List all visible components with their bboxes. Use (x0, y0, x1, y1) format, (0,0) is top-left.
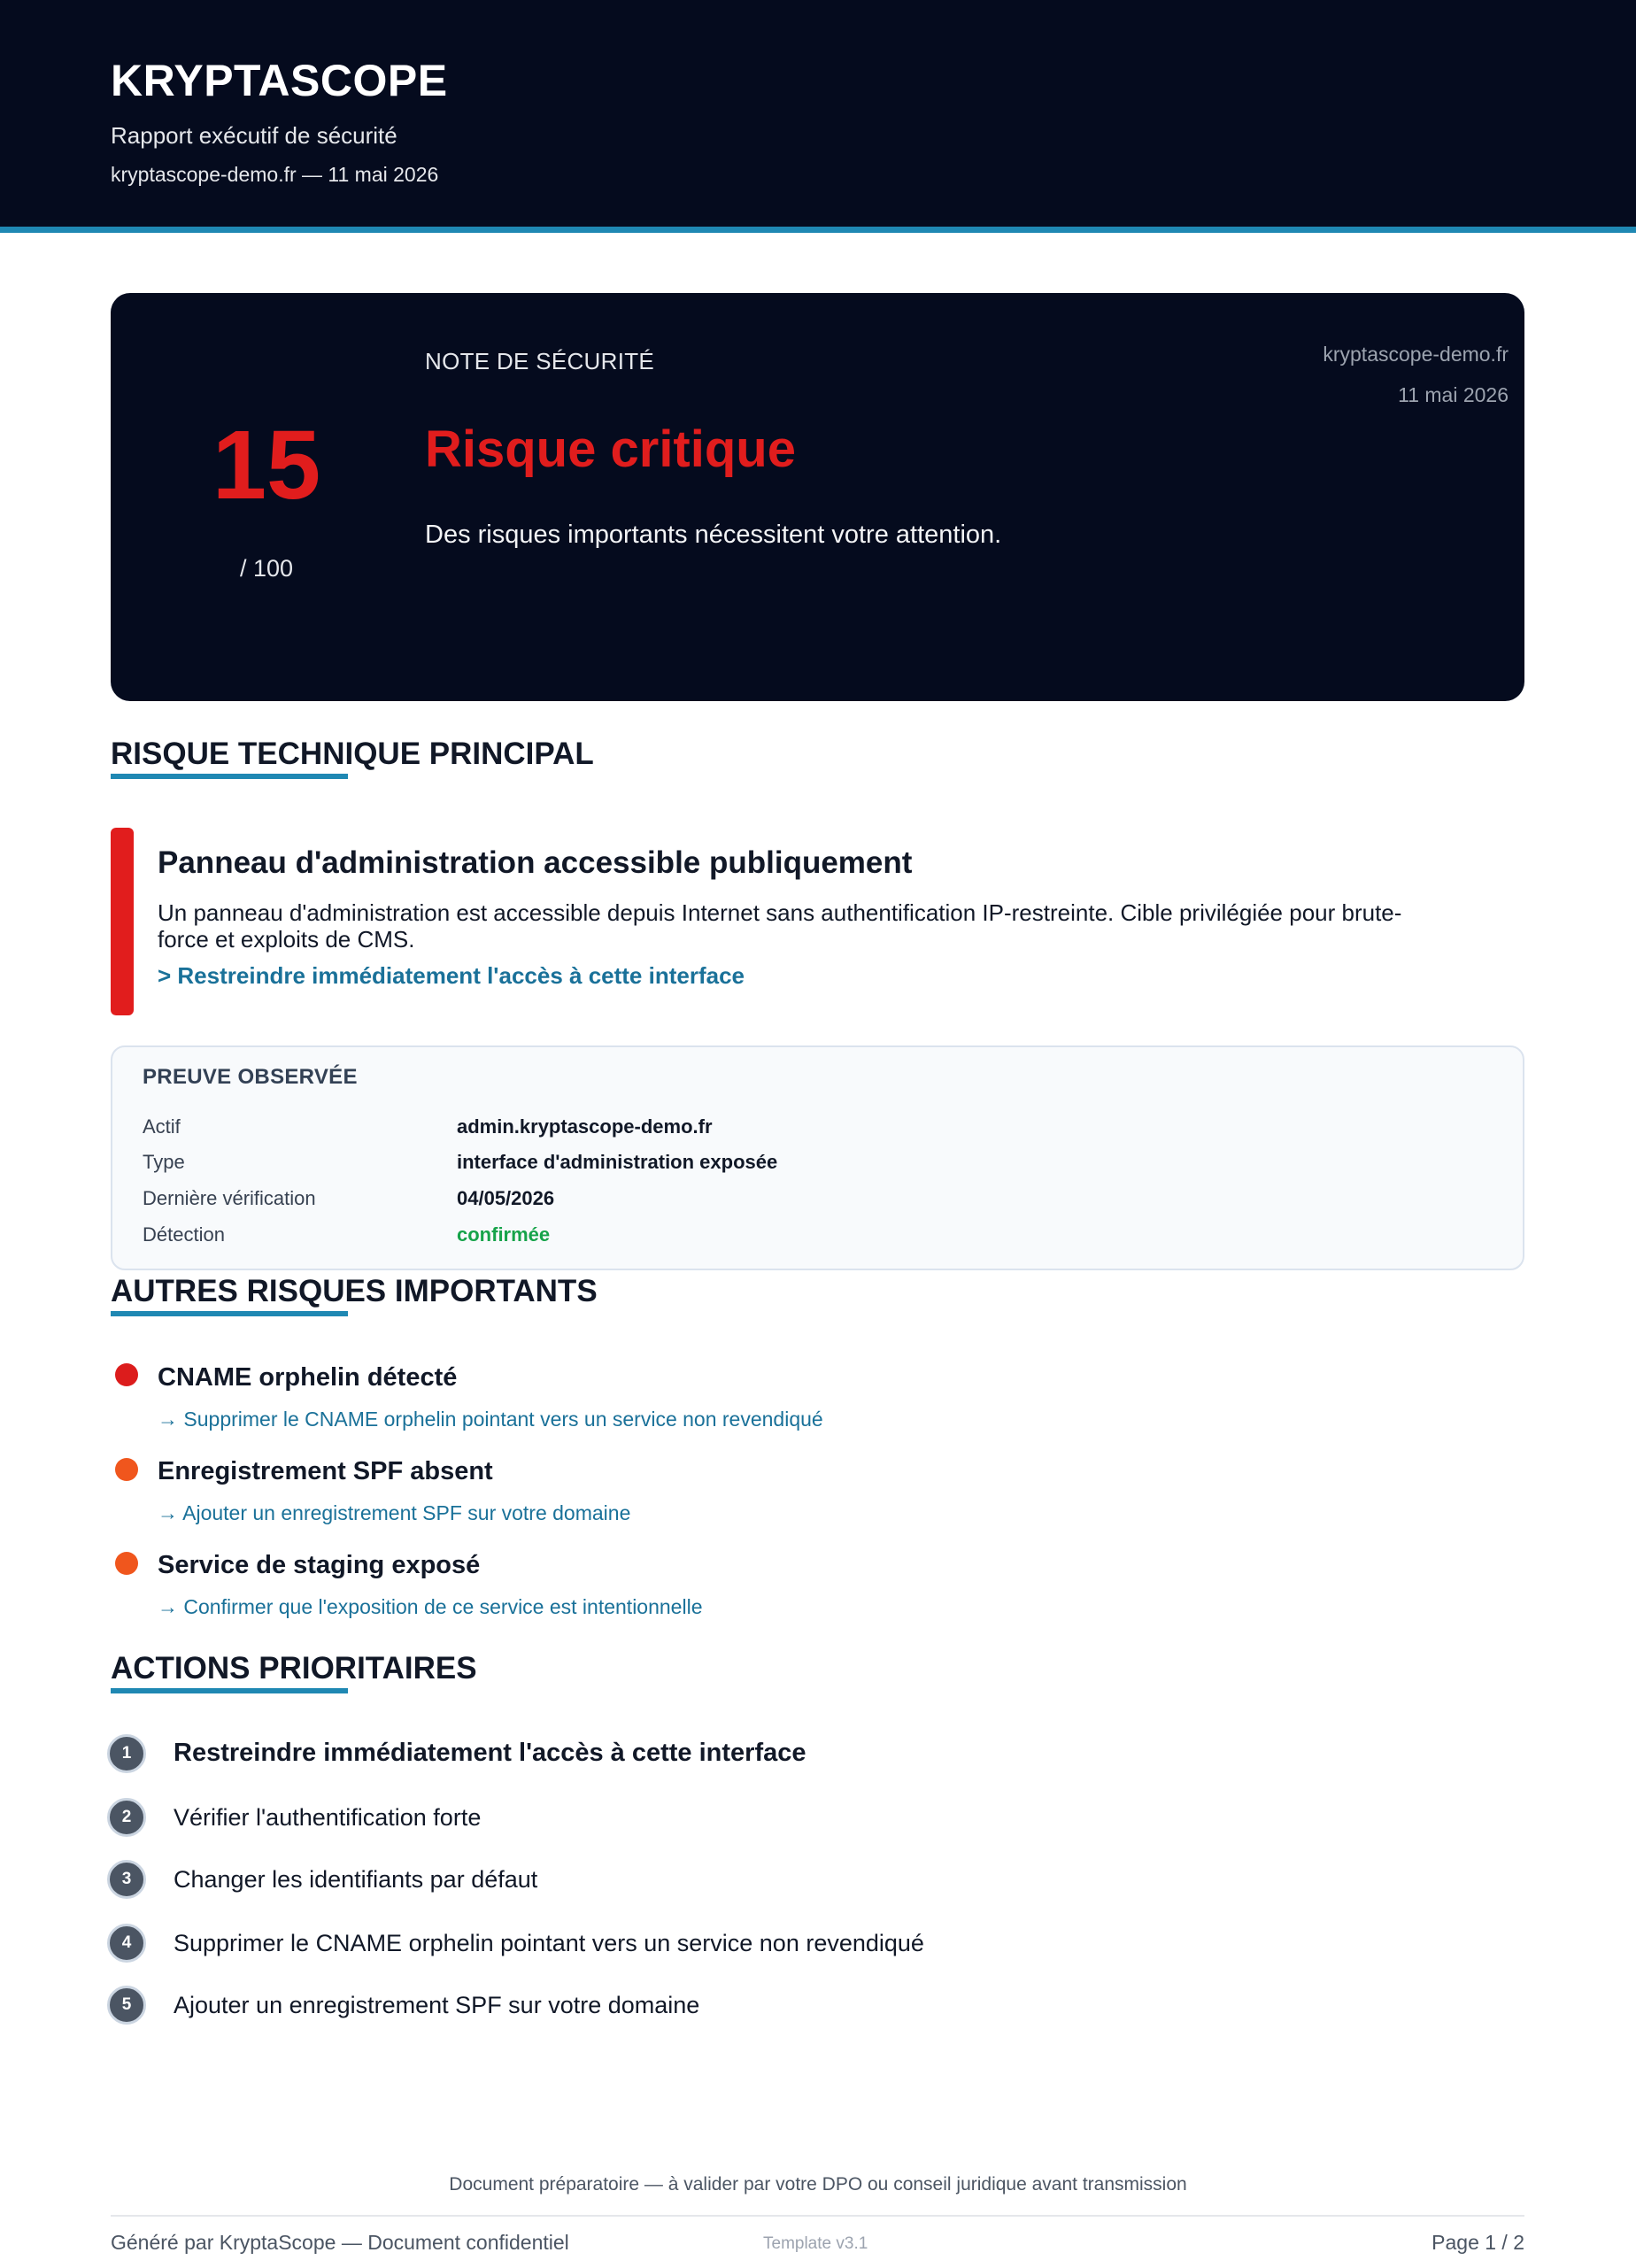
section-underline (111, 774, 348, 779)
evidence-key: Type (143, 1151, 185, 1173)
brand-title: KRYPTASCOPE (111, 56, 448, 105)
action-item: Changer les identifiants par défaut (174, 1866, 538, 1893)
evidence-title: PREUVE OBSERVÉE (143, 1065, 358, 1089)
evidence-value: 04/05/2026 (457, 1187, 555, 1209)
evidence-value: interface d'administration exposée (457, 1151, 778, 1173)
action-item: Vérifier l'authentification forte (174, 1804, 482, 1831)
evidence-box (111, 1045, 1524, 1270)
severity-dot (115, 1552, 138, 1575)
action-number: 1 (107, 1734, 146, 1773)
evidence-value: admin.kryptascope-demo.fr (457, 1115, 713, 1138)
section-underline (111, 1311, 348, 1316)
action-number: 4 (107, 1924, 146, 1963)
score-label: NOTE DE SÉCURITÉ (425, 348, 655, 374)
footer-note: Document préparatoire — à valider par votre DPO ou conseil juridique avant transmission (449, 2174, 1187, 2195)
main-risk-description: Un panneau d'administration est accessible depuis Internet sans authentification IP-restreinte. Cible privilégiée pour brute-force et exploits de CMS. (158, 899, 1402, 953)
evidence-row (143, 1115, 1470, 1146)
other-risk-title: Enregistrement SPF absent (158, 1457, 493, 1485)
action-item: Supprimer le CNAME orphelin pointant vers un service non revendiqué (174, 1930, 924, 1956)
action-item: Ajouter un enregistrement SPF sur votre domaine (174, 1992, 700, 2018)
evidence-row (143, 1223, 1470, 1254)
main-risk-action-link[interactable]: > Restreindre immédiatement l'accès à cette interface (158, 962, 745, 989)
score-card (111, 293, 1524, 701)
action-number: 3 (107, 1860, 146, 1899)
footer-page-number: Page 1 / 2 (1432, 2231, 1524, 2254)
other-risk-action-link[interactable]: → Ajouter un enregistrement SPF sur votre domaine (158, 1501, 631, 1524)
severity-dot (115, 1363, 138, 1386)
score-value: 15 (212, 411, 321, 520)
main-risk-title: Panneau d'administration accessible publiquement (158, 845, 913, 880)
evidence-key: Détection (143, 1223, 225, 1246)
section-underline (111, 1688, 348, 1693)
footer-template-version: Template v3.1 (763, 2234, 868, 2253)
report-domain-date: kryptascope-demo.fr — 11 mai 2026 (111, 163, 439, 186)
severity-dot (115, 1458, 138, 1481)
section-title-actions: ACTIONS PRIORITAIRES (111, 1651, 477, 1686)
detection-status: confirmée (457, 1223, 551, 1246)
other-risk-title: CNAME orphelin détecté (158, 1363, 458, 1392)
evidence-key: Actif (143, 1115, 181, 1138)
other-risk-action-link[interactable]: → Confirmer que l'exposition de ce service est intentionnelle (158, 1595, 703, 1618)
section-title-other-risks: AUTRES RISQUES IMPORTANTS (111, 1274, 598, 1308)
other-risk-title: Service de staging exposé (158, 1551, 481, 1579)
action-number: 2 (107, 1798, 146, 1837)
footer-divider (111, 2215, 1524, 2217)
severity-bar (111, 828, 134, 1015)
header-divider (0, 227, 1636, 233)
score-max: / 100 (239, 555, 294, 582)
card-date: 11 mai 2026 (1398, 383, 1509, 406)
card-domain: kryptascope-demo.fr (1323, 343, 1509, 366)
report-subtitle: Rapport exécutif de sécurité (111, 122, 397, 149)
score-description: Des risques importants nécessitent votre attention. (425, 521, 1002, 549)
evidence-row (143, 1187, 1470, 1217)
evidence-row (143, 1151, 1470, 1181)
section-title-main-risk: RISQUE TECHNIQUE PRINCIPAL (111, 737, 594, 771)
action-number: 5 (107, 1986, 146, 2025)
risk-level: Risque critique (425, 420, 796, 478)
other-risk-action-link[interactable]: → Supprimer le CNAME orphelin pointant vers un service non revendiqué (158, 1408, 823, 1431)
report-header (0, 0, 1636, 227)
footer-generated-by: Généré par KryptaScope — Document confidentiel (111, 2231, 569, 2254)
evidence-key: Dernière vérification (143, 1187, 316, 1209)
action-item: Restreindre immédiatement l'accès à cette interface (174, 1739, 806, 1767)
